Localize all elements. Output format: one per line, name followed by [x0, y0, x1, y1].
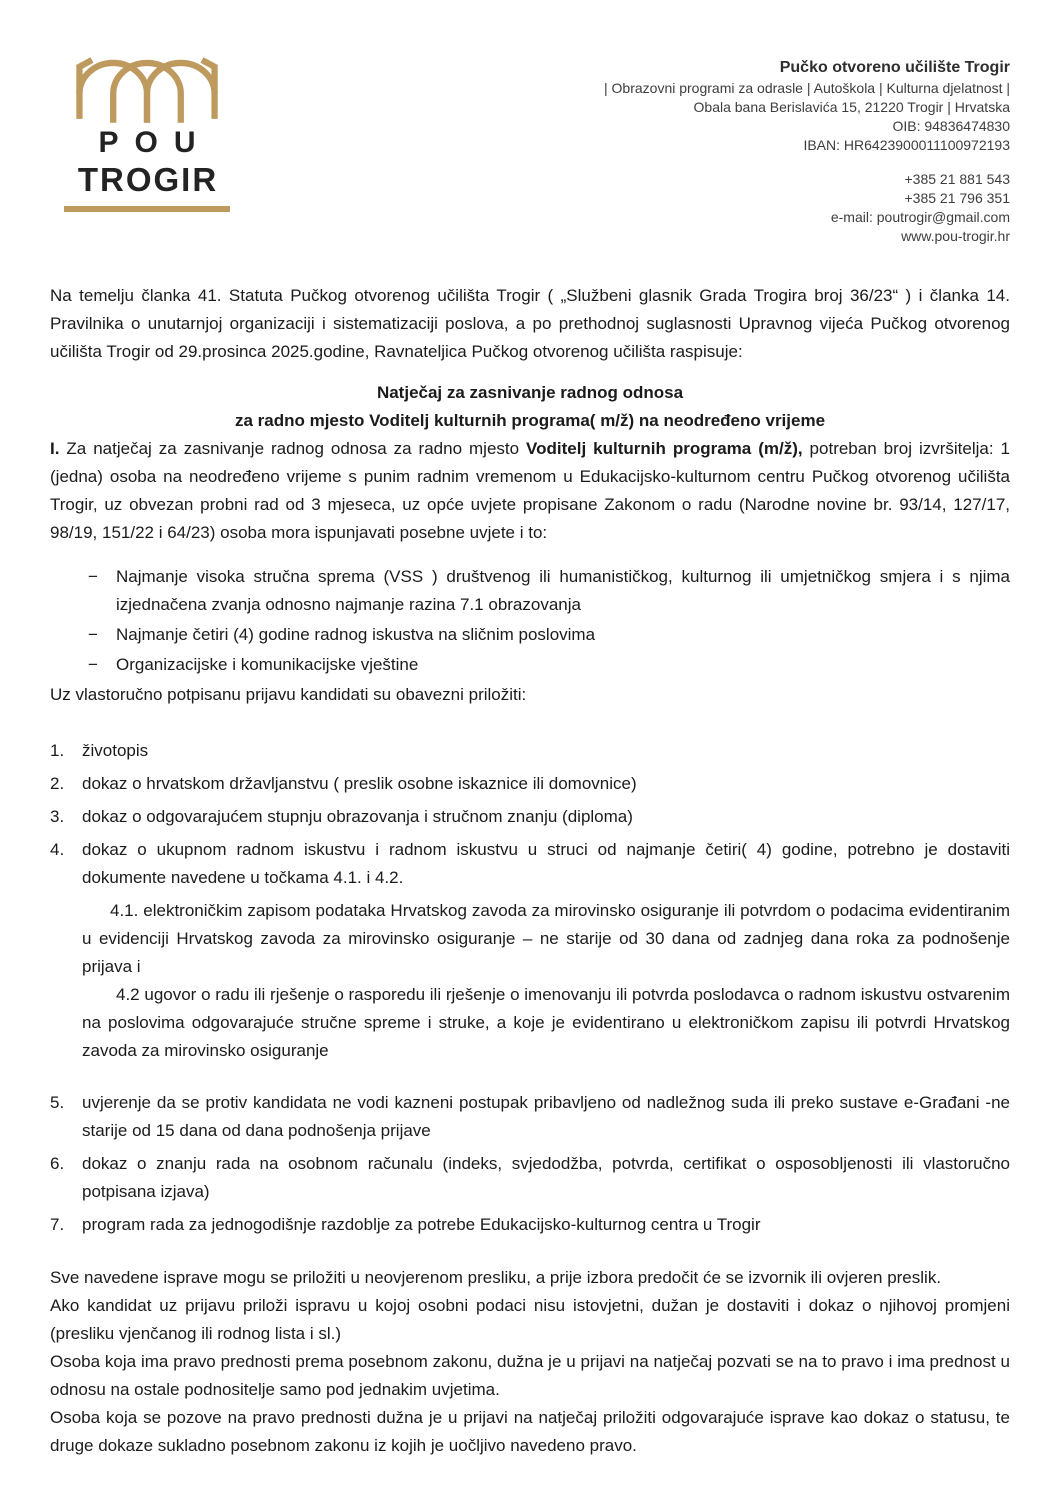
requirement-text-2: Najmanje četiri (4) godine radnog iskustva na sličnim poslovima	[116, 625, 596, 644]
title-line-2: za radno mjesto Voditelj kulturnih programa( m/ž) na neodređeno vrijeme	[234, 411, 826, 430]
pou-trogir-logo	[64, 55, 230, 212]
document-body	[50, 282, 1010, 1460]
logo-city: TROGIR	[77, 161, 219, 198]
requirement-item	[50, 563, 1010, 619]
attachments-list	[50, 737, 1010, 1239]
requirements-list	[50, 563, 1010, 679]
dash-bullet-icon: −	[88, 655, 98, 674]
attachment-item-2	[50, 770, 1010, 798]
item-number: 4.	[50, 840, 65, 859]
requirement-text-1: Najmanje visoka stručna sprema (VSS ) društvenog ili humanističkog, kulturnog ili umjetničkog smjera i s njima izjednačena zvanja odnosno najmanje razina 7.1 obrazovanja	[116, 567, 1010, 614]
attachments-intro: Uz vlastoručno potpisanu prijavu kandidati su obavezni priložiti:	[50, 685, 527, 704]
dash-bullet-icon: −	[88, 625, 98, 644]
attachment-item-3	[50, 803, 1010, 831]
title-line-1: Natječaj za zasnivanje radnog odnosa	[376, 383, 684, 402]
oib-line: OIB: 94836474830	[892, 118, 1010, 134]
intro-paragraph: Na temelju članka 41. Statuta Pučkog otvorenog učilišta Trogir ( „Službeni glasnik Grada Trogira broj 36/23“ ) i članka 14. Pravilnika o unutarnjoj organizaciji i sistematizaciji poslova, a po prethodnoj suglasnosti Upravnog vijeća Pučkog otvorenog učilišta Trogir od 29.prosinca 2025.godine, Ravnateljica Pučkog otvorenog učilišta raspisuje:	[50, 286, 1010, 361]
closing-paragraph-3: Osoba koja ima pravo prednosti prema posebnom zakonu, dužna je u prijavi na natječaj pozvati se na to pravo i ima prednost u odnosu na ostale podnositelje samo pod jednakim uvjetima.	[50, 1352, 1010, 1399]
website-line: www.pou-trogir.hr	[901, 228, 1010, 244]
section-1-text-a: Za natječaj za zasnivanje radnog odnosa za radno mjesto	[59, 439, 527, 458]
contact-block	[604, 55, 1010, 246]
item-number: 5.	[50, 1093, 65, 1112]
item-text: dokaz o znanju rada na osobnom računalu (indeks, svjedodžba, potvrda, certifikat o osposobljenosti ili vlastoručno potpisana izjava)	[82, 1154, 1010, 1201]
logo-acronym: POU	[98, 126, 212, 159]
document-title	[50, 379, 1010, 435]
logo-underline-bar	[64, 206, 230, 212]
iban-line: IBAN: HR6423900011100972193	[803, 137, 1010, 153]
attachment-item-4	[50, 836, 1010, 892]
requirement-text-3: Organizacijske i komunikacijske vještine	[116, 655, 419, 674]
attachment-item-6	[50, 1150, 1010, 1206]
phone-line-1: +385 21 881 543	[904, 171, 1010, 187]
item-number: 7.	[50, 1215, 65, 1234]
departments-line: | Obrazovni programi za odrasle | Autoškola | Kulturna djelatnost |	[604, 80, 1010, 96]
job-title-bold: Voditelj kulturnih programa (m/ž),	[526, 439, 803, 458]
item-number: 1.	[50, 741, 65, 760]
closing-paragraph-1: Sve navedene isprave mogu se priložiti u neovjerenom presliku, a prije izbora predočit će se izvornik ili ovjeren preslik.	[50, 1268, 942, 1287]
requirement-item	[50, 651, 1010, 679]
attachment-item-1	[50, 737, 1010, 765]
section-1-paragraph	[50, 435, 1010, 547]
item-text: životopis	[82, 741, 149, 760]
attachment-sub-item-4-2: 4.2 ugovor o radu ili rješenje o rasporedu ili rješenje o imenovanju ili potvrda poslodavca o radnom iskustvu ostvarenim na poslovima odgovarajuće stručne spreme i struke, a koje je evidentirano u elektroničkom zapisu ili potvrdi Hrvatskog zavoda za mirovinsko osiguranje	[82, 985, 1010, 1060]
item-number: 3.	[50, 807, 65, 826]
closing-paragraphs	[50, 1264, 1010, 1460]
item-text: dokaz o hrvatskom državljanstvu ( preslik osobne iskaznice ili domovnice)	[82, 774, 637, 793]
item-number: 6.	[50, 1154, 65, 1173]
attachment-sub-item-4-1: 4.1. elektroničkim zapisom podataka Hrvatskog zavoda za mirovinsko osiguranje ili potvrdom o podacima evidentiranim u evidenciji Hrvatskog zavoda za mirovinsko osiguranje – ne starije od 30 dana od zadnjeg dana roka za podnošenje prijava i	[82, 901, 1010, 976]
section-1-label: I.	[50, 439, 60, 458]
item-text: dokaz o ukupnom radnom iskustvu i radnom iskustvu u struci od najmanje četiri( 4) godine, potrebno je dostaviti dokumente navedene u točkama 4.1. i 4.2.	[82, 840, 1010, 887]
requirement-item	[50, 621, 1010, 649]
dash-bullet-icon: −	[88, 567, 98, 586]
item-text: dokaz o odgovarajućem stupnju obrazovanja i stručnom znanju (diploma)	[82, 807, 633, 826]
item-text: uvjerenje da se protiv kandidata ne vodi kazneni postupak pribavljeno od nadležnog suda ili preko sustave e-Građani -ne starije od 15 dana od dana podnošenja prijave	[82, 1093, 1010, 1140]
attachment-item-5	[50, 1089, 1010, 1145]
address-line: Obala bana Berislavića 15, 21220 Trogir | Hrvatska	[693, 99, 1010, 115]
item-number: 2.	[50, 774, 65, 793]
arches-icon	[64, 55, 230, 123]
closing-paragraph-4: Osoba koja se pozove na pravo prednosti dužna je u prijavi na natječaj priložiti odgovarajuće isprave kao dokaz o statusu, te druge dokaze sukladno posebnom zakonu iz kojih je uočljivo navedeno pravo.	[50, 1408, 1010, 1455]
email-line: e-mail: poutrogir@gmail.com	[830, 209, 1010, 225]
item-text: program rada za jednogodišnje razdoblje za potrebe Edukacijsko-kulturnog centra u Trogir	[82, 1215, 761, 1234]
letterhead	[64, 55, 1010, 246]
section-1-text-b: potreban broj izvršitelja: 1 (jedna) osoba na neodređeno vrijeme s punim radnim vremenom u Edukacijsko-kulturnom centru Pučkog otvorenog učilišta Trogir, uz obvezan probni rad od 3 mjeseca, uz opće uvjete propisane Zakonom o radu (Narodne novine br. 93/14, 127/17, 98/19, 151/22 i 64/23) osoba mora ispunjavati posebne uvjete i to:	[50, 439, 1010, 542]
closing-paragraph-2: Ako kandidat uz prijavu priloži ispravu u kojoj osobni podaci nisu istovjetni, dužan je dostaviti i dokaz o njihovoj promjeni (presliku vjenčanog ili rodnog lista i sl.)	[50, 1296, 1010, 1343]
org-name: Pučko otvoreno učilište Trogir	[779, 59, 1010, 76]
phone-line-2: +385 21 796 351	[904, 190, 1010, 206]
attachment-item-7	[50, 1211, 1010, 1239]
